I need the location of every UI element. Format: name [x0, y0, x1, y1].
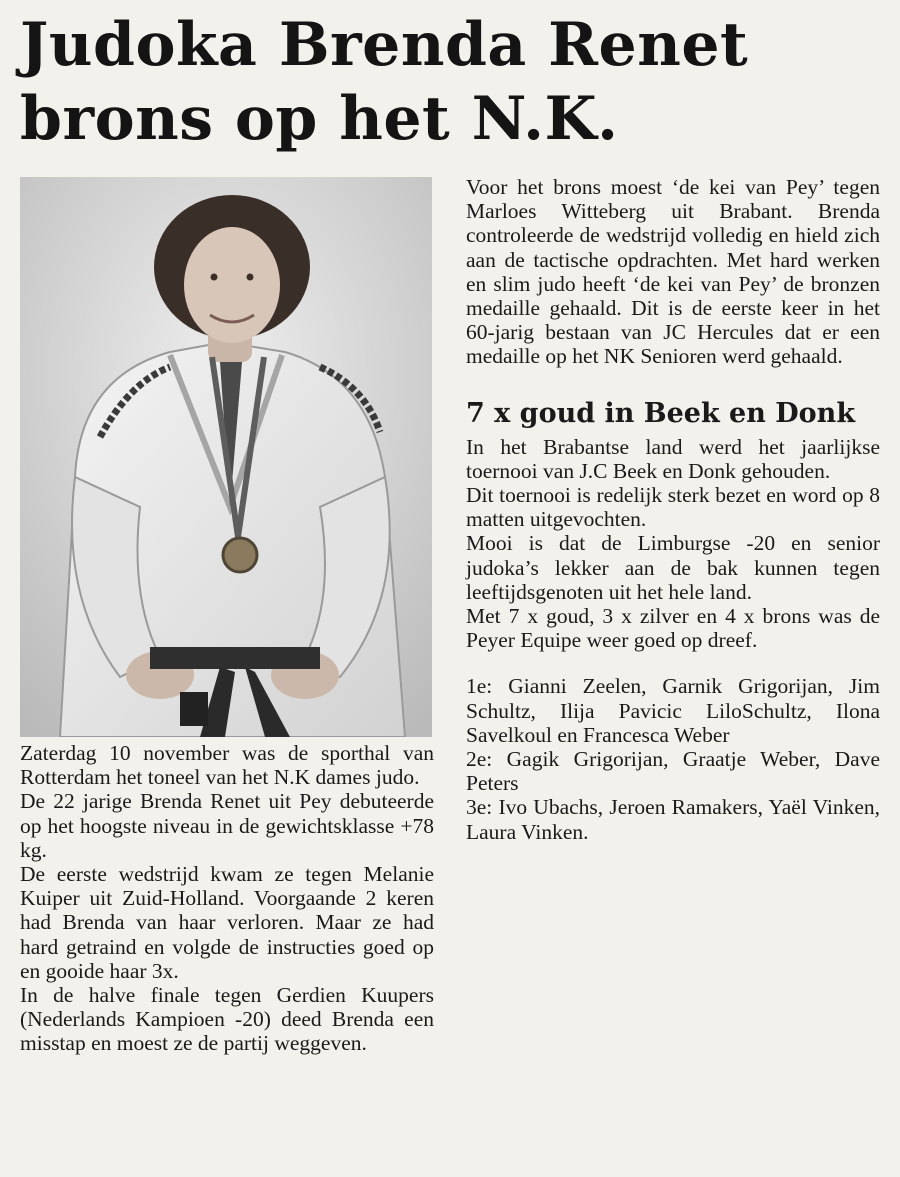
paragraph: Met 7 x goud, 3 x zilver en 4 x brons was de Peyer Equipe weer goed op dreef. [466, 604, 880, 653]
section-subheading: 7 x goud in Beek en Donk [466, 397, 856, 429]
paragraph: Dit toernooi is redelijk sterk bezet en word op 8 matten uitgevochten. [466, 483, 880, 532]
paragraph: Zaterdag 10 november was de sporthal van Rotterdam het toneel van het N.K dames judo. [20, 741, 434, 790]
paragraph: De 22 jarige Brenda Renet uit Pey debuteerde op het hoogste niveau in de gewichtsklasse +78 kg. [20, 789, 434, 862]
paragraph: De eerste wedstrijd kwam ze tegen Melanie Kuiper uit Zuid-Holland. Voorgaande 2 keren had Brenda van haar verloren. Maar ze had hard getraind en volgde de instructies goed op en gooide haar 3x. [20, 862, 434, 983]
judoka-with-medal-image [20, 177, 432, 737]
result-third-place: 3e: Ivo Ubachs, Jeroen Ramakers, Yaël Vinken, Laura Vinken. [466, 795, 880, 844]
paragraph: In het Brabantse land werd het jaarlijkse toernooi van J.C Beek en Donk gehouden. [466, 434, 880, 483]
result-first-place: 1e: Gianni Zeelen, Garnik Grigorijan, Jim Schultz, Ilija Pavicic LiloSchultz, Ilona Savelkoul en Francesca Weber [466, 674, 880, 747]
result-second-place: 2e: Gagik Grigorijan, Graatje Weber, Dave Peters [466, 747, 880, 796]
right-column [466, 175, 880, 844]
intro-paragraph: Voor het brons moest ‘de kei van Pey’ tegen Marloes Witteberg uit Brabant. Brenda controleerde de wedstrijd volledig en hield zich aan de tactische opdrachten. Met hard werken en slim judo heeft ‘de kei van Pey’ de bronzen medaille gehaald. Dit is de eerste keer in het 60-jarig bestaan van JC Hercules dat er een medaille op het NK Senioren werd gehaald. [466, 175, 880, 369]
paragraph: In de halve finale tegen Gerdien Kuupers (Nederlands Kampioen -20) deed Brenda een misstap en moest ze de partij weggeven. [20, 983, 434, 1056]
article-headline: Judoka Brenda Renet brons op het N.K. [20, 10, 749, 154]
spacer [466, 652, 880, 674]
paragraph: Mooi is dat de Limburgse -20 en senior judoka’s lekker aan de bak kunnen tegen leeftijdsgenoten uit het hele land. [466, 531, 880, 604]
judoka-photo [20, 177, 432, 737]
left-column [20, 741, 434, 1056]
